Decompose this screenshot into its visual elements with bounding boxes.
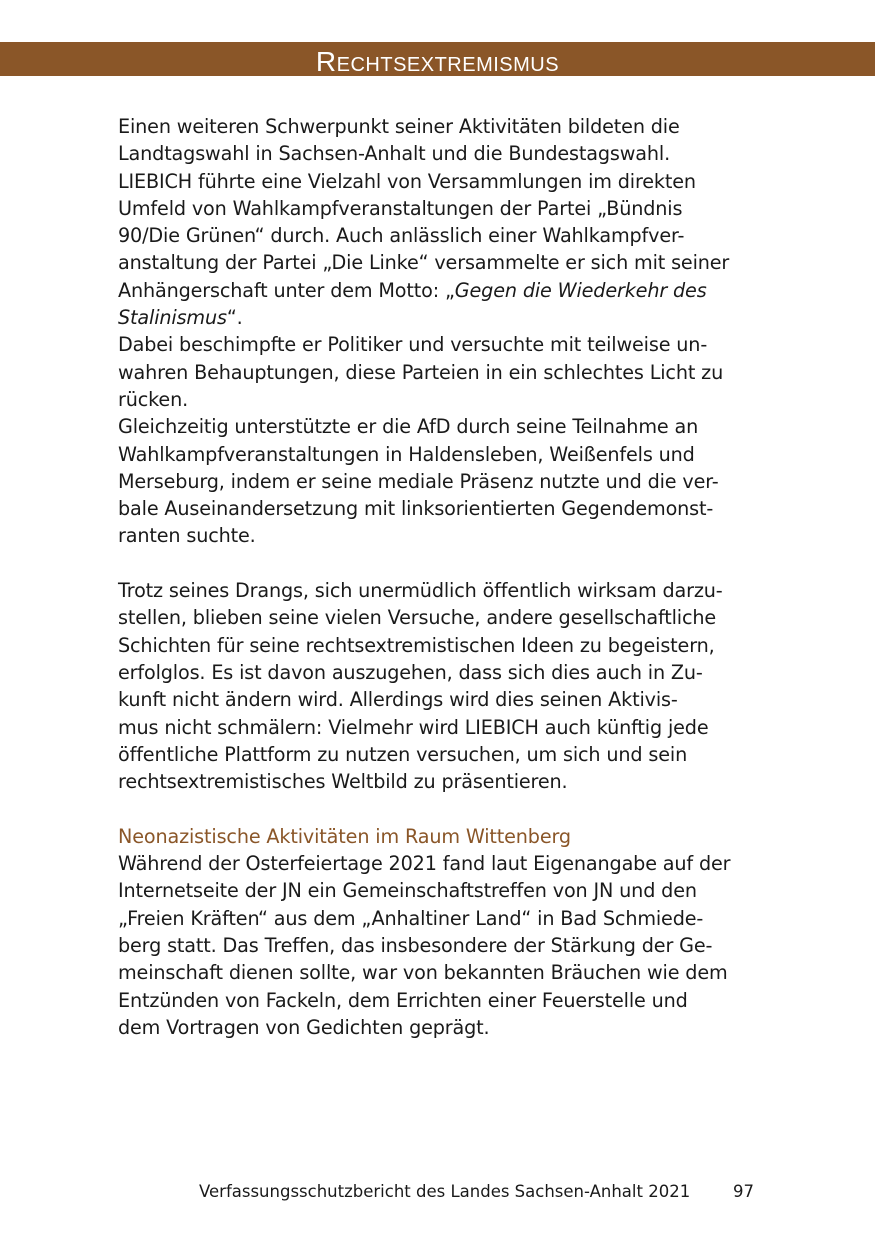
text-line: ranten suchte. <box>118 524 256 548</box>
text-line: mus nicht schmälern: Vielmehr wird LIEBICH auch künftig jede <box>118 715 709 739</box>
text-line: dem Vortragen von Gedichten geprägt. <box>118 1015 490 1039</box>
text-line: öffentliche Plattform zu nutzen versuchen, um sich und sein <box>118 742 688 766</box>
text-line: rücken. <box>118 387 189 411</box>
text-line: Landtagswahl in Sachsen-Anhalt und die Bundestagswahl. <box>118 142 671 166</box>
paragraph-gap <box>118 795 768 822</box>
text-line: Merseburg, indem er seine mediale Präsenz nutzte und die ver- <box>118 469 719 493</box>
paragraph-gap <box>118 550 768 577</box>
text-line: stellen, blieben seine vielen Versuche, andere gesellschaftliche <box>118 606 717 630</box>
motto-italic: Gegen die Wiederkehr des <box>454 278 707 302</box>
page-title: Rechtsextremismus <box>315 46 560 77</box>
text-line: Gleichzeitig unterstützte er die AfD durch seine Teilnahme an <box>118 415 699 439</box>
text-line: LIEBICH führte eine Vielzahl von Versammlungen im direkten <box>118 169 696 193</box>
footer-publication: Verfassungsschutzbericht des Landes Sachsen-Anhalt 2021 <box>199 1182 691 1201</box>
text-line: Trotz seines Drangs, sich unermüdlich öffentlich wirksam darzu- <box>118 579 723 603</box>
text-line: kunft nicht ändern wird. Allerdings wird dies seinen Aktivis- <box>118 688 678 712</box>
text-line: Dabei beschimpfte er Politiker und versuchte mit teilweise un- <box>118 333 708 357</box>
text-line: Schichten für seine rechtsextremistischen Ideen zu begeistern, <box>118 633 715 657</box>
motto-prefix: Anhängerschaft unter dem Motto: „ <box>118 278 455 302</box>
motto-suffix: “. <box>226 306 243 330</box>
text-line: Internetseite der JN ein Gemeinschaftstreffen von JN und den <box>118 879 697 903</box>
text-line: bale Auseinandersetzung mit linksorientierten Gegendemonst- <box>118 497 714 521</box>
text-line: erfolglos. Es ist davon auszugehen, dass sich dies auch in Zu- <box>118 660 703 684</box>
text-line: wahren Behauptungen, diese Parteien in ein schlechtes Licht zu <box>118 360 724 384</box>
text-line: anstaltung der Partei „Die Linke“ versammelte er sich mit seiner <box>118 251 730 275</box>
text-line: Wahlkampfveranstaltungen in Haldensleben, Weißenfels und <box>118 442 695 466</box>
text-line: 90/Die Grünen“ durch. Auch anlässlich einer Wahlkampfver- <box>118 224 685 248</box>
text-line: Einen weiteren Schwerpunkt seiner Aktivitäten bildeten die <box>118 115 680 138</box>
text-line: Umfeld von Wahlkampfveranstaltungen der Partei „Bündnis <box>118 196 683 220</box>
text-line-motto <box>118 277 768 304</box>
section-subheading: Neonazistische Aktivitäten im Raum Wittenberg <box>118 824 571 848</box>
main-text <box>118 113 768 1041</box>
motto-italic-end: Stalinismus <box>118 306 227 330</box>
text-line: berg statt. Das Treffen, das insbesondere der Stärkung der Ge- <box>118 933 713 957</box>
text-line: Während der Osterfeiertage 2021 fand laut Eigenangabe auf der <box>118 852 731 876</box>
text-line: „Freien Kräften“ aus dem „Anhaltiner Land“ in Bad Schmiede- <box>118 906 704 930</box>
text-line: meinschaft dienen sollte, war von bekannten Bräuchen wie dem <box>118 961 728 985</box>
header-bar <box>0 42 875 76</box>
text-line-motto-end <box>118 304 768 331</box>
page-number: 97 <box>733 1182 754 1201</box>
text-line: rechtsextremistisches Weltbild zu präsentieren. <box>118 770 568 794</box>
text-line: Entzünden von Fackeln, dem Errichten einer Feuerstelle und <box>118 988 688 1012</box>
